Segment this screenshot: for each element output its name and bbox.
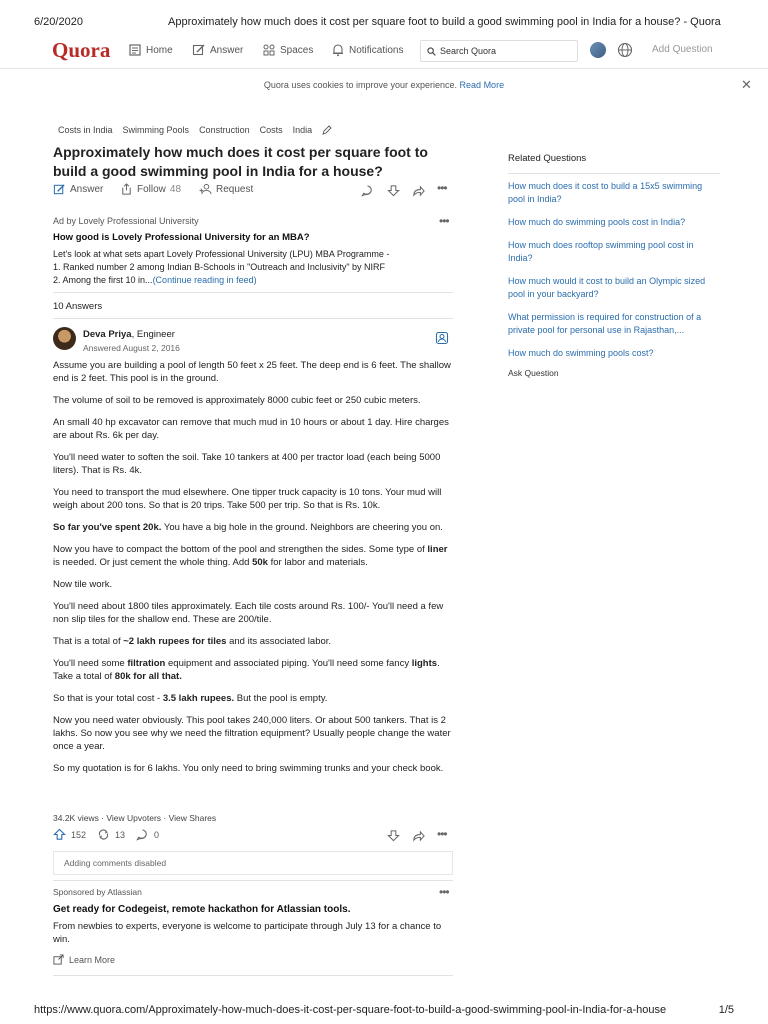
sponsor-headline[interactable]: Get ready for Codegeist, remote hackathon for Atlassian tools. bbox=[53, 904, 351, 915]
reshare-button[interactable] bbox=[97, 828, 125, 841]
answer-paragraph: Now you need water obviously. This pool takes 240,000 liters. Or about 500 tankers. That is 2 lakhs. So now you see why we need the filtration equipment? Usually people change the water once a year. bbox=[53, 715, 451, 752]
nav-notifications-label: Notifications bbox=[349, 44, 404, 56]
related-question-link[interactable]: How much does it cost to build a 15x5 swimming pool in India? bbox=[508, 181, 703, 204]
sponsor-name: Sponsored by Atlassian bbox=[53, 887, 142, 897]
topic-list bbox=[58, 125, 332, 135]
home-icon bbox=[128, 43, 142, 57]
add-question-button[interactable]: Add Question bbox=[652, 44, 713, 55]
close-icon[interactable]: ✕ bbox=[741, 77, 752, 92]
edit-topics-icon[interactable] bbox=[322, 125, 332, 135]
top-nav bbox=[52, 36, 720, 64]
answer-paragraph bbox=[53, 692, 453, 705]
topic-swimming-pools[interactable]: Swimming Pools bbox=[122, 125, 190, 135]
nav-notifications[interactable] bbox=[331, 43, 403, 57]
comment-count: 0 bbox=[154, 829, 160, 840]
share-icon[interactable] bbox=[412, 829, 425, 842]
upvote-count: 152 bbox=[71, 829, 87, 840]
text: So that is your total cost - bbox=[53, 693, 163, 704]
answer-paragraph: You'll need about 1800 tiles approximately. Each tile costs around Rs. 100/- You'll need a few non slip tiles for the shallow end. These are 200/tile. bbox=[53, 601, 444, 625]
answer-paragraph bbox=[53, 543, 453, 569]
print-date: 6/20/2020 bbox=[34, 16, 83, 28]
text: Now you have to compact the bottom of the pool and strengthen the sides. Some type of bbox=[53, 544, 428, 555]
reshare-count: 13 bbox=[115, 829, 126, 840]
related-questions bbox=[508, 153, 720, 378]
text: That is a total of bbox=[53, 636, 124, 647]
related-question-link[interactable]: How much does rooftop swimming pool cost in India? bbox=[508, 240, 694, 263]
print-url: https://www.quora.com/Approximately-how-much-does-it-cost-per-square-foot-to-build-a-good-swimming-pool-in-India-for-a-house bbox=[34, 1004, 667, 1016]
answer-stats[interactable]: 34.2K views · View Upvoters · View Shares bbox=[53, 813, 217, 823]
answer-body bbox=[53, 359, 453, 784]
quora-logo[interactable]: Quora bbox=[52, 38, 111, 62]
answer-paragraph: You'll need water to soften the soil. Take 10 tankers at 400 per tractor load (each being 5000 liters). That is Rs. 4k. bbox=[53, 452, 441, 476]
ad-line-3: 2. Among the first 10 in... bbox=[53, 275, 153, 285]
follow-button-label: Follow bbox=[137, 184, 166, 195]
follow-button[interactable] bbox=[120, 183, 181, 196]
comment-icon[interactable] bbox=[361, 184, 374, 197]
pencil-square-icon bbox=[53, 183, 66, 196]
answer-paragraph: Assume you are building a pool of length 50 feet x 25 feet. The deep end is 6 feet. The shallow end is 2 feet. This pool is in the ground. bbox=[53, 360, 451, 384]
text: is needed. Or just cement the whole thing. Add bbox=[53, 557, 253, 568]
downvote-icon[interactable] bbox=[387, 829, 400, 842]
answer-paragraph: So my quotation is for 6 lakhs. You only need to bring swimming trunks and your check book. bbox=[53, 763, 444, 774]
question-actions bbox=[53, 183, 453, 199]
globe-icon[interactable] bbox=[617, 42, 633, 58]
text: But the pool is empty. bbox=[234, 693, 328, 704]
bold-text: 80k for all that. bbox=[114, 671, 182, 682]
request-button-label: Request bbox=[216, 184, 254, 195]
bold-text: lights bbox=[411, 658, 438, 669]
ad-more-options-icon[interactable]: ••• bbox=[439, 214, 449, 228]
related-divider bbox=[508, 173, 720, 174]
text: You'll need some bbox=[53, 658, 128, 669]
text: equipment and associated piping. You'll need some fancy bbox=[165, 658, 412, 669]
answer-author bbox=[53, 327, 453, 355]
nav-spaces-label: Spaces bbox=[280, 44, 314, 56]
request-button[interactable] bbox=[199, 183, 253, 196]
answer-paragraph: An small 40 hp excavator can remove that much mud in 10 hours or about 1 day. Hire charges are about Rs. 6k per day. bbox=[53, 417, 449, 441]
answer-button[interactable] bbox=[53, 183, 103, 196]
nav-home-label: Home bbox=[146, 44, 173, 56]
follow-count: 48 bbox=[169, 184, 182, 195]
author-avatar[interactable] bbox=[53, 327, 76, 350]
author-name-line bbox=[83, 329, 175, 340]
section-divider bbox=[53, 318, 453, 319]
answered-date[interactable]: Answered August 2, 2016 bbox=[83, 343, 180, 353]
related-heading: Related Questions bbox=[508, 153, 587, 164]
answer-actions bbox=[53, 827, 453, 845]
answer-button-label: Answer bbox=[70, 184, 104, 195]
bell-icon bbox=[331, 43, 345, 57]
ad-sponsor: Ad by Lovely Professional University bbox=[53, 216, 199, 226]
user-avatar[interactable] bbox=[590, 42, 606, 58]
follow-author-icon[interactable] bbox=[435, 331, 449, 345]
print-page-number: 1/5 bbox=[718, 1004, 734, 1016]
topic-costs[interactable]: Costs bbox=[259, 125, 283, 135]
ad-body bbox=[53, 248, 453, 287]
nav-divider bbox=[0, 68, 768, 69]
print-title: Approximately how much does it cost per square foot to build a good swimming pool in India for a house? - Quora bbox=[168, 16, 721, 28]
answer-paragraph bbox=[53, 657, 453, 683]
comment-button[interactable] bbox=[136, 828, 159, 841]
author-credential: , Engineer bbox=[131, 329, 175, 340]
more-options-icon[interactable]: ••• bbox=[437, 827, 447, 841]
cookie-banner bbox=[0, 80, 768, 90]
reshare-icon bbox=[97, 828, 110, 841]
answers-count: 10 Answers bbox=[53, 301, 103, 312]
upvote-button[interactable] bbox=[53, 828, 86, 841]
sponsor-more-options-icon[interactable]: ••• bbox=[439, 885, 449, 899]
author-name[interactable]: Deva Priya bbox=[83, 329, 132, 340]
section-divider bbox=[53, 880, 453, 881]
ad-headline[interactable]: How good is Lovely Professional University for an MBA? bbox=[53, 232, 310, 243]
text: . Take a total of bbox=[53, 658, 440, 682]
bold-text: filtration bbox=[127, 658, 166, 669]
continue-reading-link[interactable]: (Continue reading in feed) bbox=[152, 275, 257, 285]
answer-paragraph: The volume of soil to be removed is approximately 8000 cubic feet or 250 cubic meters. bbox=[53, 395, 421, 406]
nav-home[interactable] bbox=[128, 43, 173, 57]
cookie-text: Quora uses cookies to improve your experience. bbox=[263, 80, 458, 90]
spaces-icon bbox=[262, 43, 276, 57]
downvote-icon[interactable] bbox=[387, 184, 400, 197]
person-add-icon bbox=[199, 183, 212, 196]
bold-text: liner bbox=[427, 544, 448, 555]
related-question-link[interactable]: How much do swimming pools cost? bbox=[508, 348, 654, 358]
share-icon[interactable] bbox=[412, 184, 425, 197]
pencil-square-icon bbox=[192, 43, 206, 57]
cookie-read-more-link[interactable]: Read More bbox=[459, 80, 505, 90]
follow-icon bbox=[120, 183, 133, 196]
bold-text: 3.5 lakh rupees. bbox=[162, 693, 235, 704]
ad-line-2: 1. Ranked number 2 among Indian B-Schools in "Outreach and Inclusivity" by NIRF bbox=[53, 262, 386, 272]
answer-paragraph: You need to transport the mud elsewhere. One tipper truck capacity is 10 tons. Your mud will weigh about 200 tons. So that is 20 trips. Take 500 per trip. So that is Rs. 10k. bbox=[53, 487, 442, 511]
sponsored-card bbox=[53, 887, 453, 965]
related-question-link[interactable]: How much do swimming pools cost in India? bbox=[508, 217, 686, 227]
learn-more-label: Learn More bbox=[69, 954, 116, 965]
comments-disabled-box: Adding comments disabled bbox=[53, 851, 453, 875]
external-link-icon bbox=[53, 954, 64, 965]
answer-paragraph bbox=[53, 521, 453, 534]
answer-paragraph: Now tile work. bbox=[53, 579, 113, 590]
search-input[interactable] bbox=[420, 40, 578, 62]
search-placeholder: Search Quora bbox=[440, 46, 497, 56]
text: You have a big hole in the ground. Neighbors are cheering you on. bbox=[161, 522, 443, 533]
nav-spaces[interactable] bbox=[262, 43, 313, 57]
comment-icon bbox=[136, 828, 149, 841]
nav-answer[interactable] bbox=[192, 43, 243, 57]
section-divider bbox=[53, 975, 453, 976]
bold-text: So far you've spent 20k. bbox=[53, 522, 162, 533]
learn-more-button[interactable] bbox=[53, 954, 453, 965]
text: and its associated labor. bbox=[226, 636, 332, 647]
upvote-icon bbox=[53, 828, 66, 841]
ad-line-1: Let's look at what sets apart Lovely Professional University (LPU) MBA Programme - bbox=[53, 249, 390, 259]
bold-text: 50k bbox=[252, 557, 268, 568]
search-icon bbox=[427, 47, 436, 56]
more-options-icon[interactable]: ••• bbox=[437, 181, 447, 195]
ad-card bbox=[53, 216, 453, 287]
answer-paragraph bbox=[53, 635, 453, 648]
topic-costs-in-india[interactable]: Costs in India bbox=[58, 125, 113, 135]
section-divider bbox=[53, 292, 453, 293]
sponsor-body: From newbies to experts, everyone is welcome to participate through July 13 for a chance to win. bbox=[53, 921, 442, 945]
topic-india[interactable]: India bbox=[292, 125, 313, 135]
question-title: Approximately how much does it cost per square foot to build a good swimming pool in India for a house? bbox=[53, 144, 428, 179]
topic-construction[interactable]: Construction bbox=[199, 125, 250, 135]
nav-answer-label: Answer bbox=[210, 44, 244, 56]
bold-text: ~2 lakh rupees for tiles bbox=[123, 636, 227, 647]
ask-question-link[interactable]: Ask Question bbox=[508, 368, 559, 378]
related-question-link[interactable]: How much would it cost to build an Olympic sized pool in your backyard? bbox=[508, 276, 706, 299]
related-question-link[interactable]: What permission is required for construction of a private pool for personal use in Rajasthan,... bbox=[508, 312, 702, 335]
text: for labor and materials. bbox=[267, 557, 368, 568]
